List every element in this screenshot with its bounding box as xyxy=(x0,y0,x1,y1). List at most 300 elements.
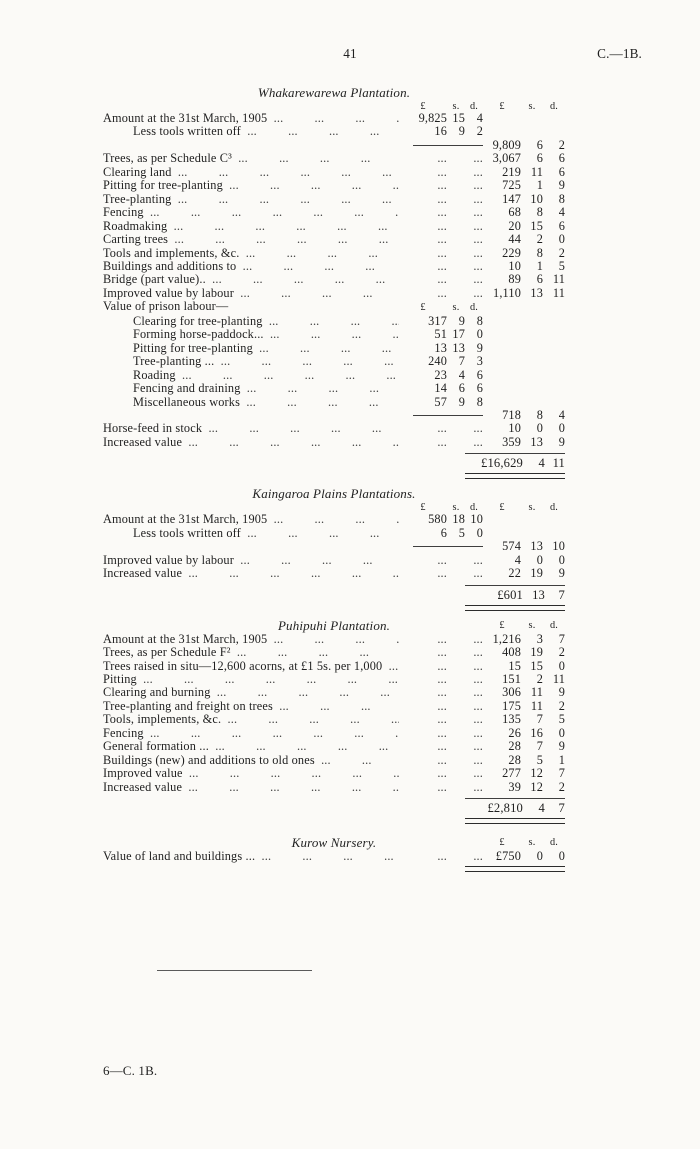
amount-cell: 5 xyxy=(558,258,565,273)
table-row xyxy=(103,740,565,753)
table-row xyxy=(103,287,565,300)
dot-leader xyxy=(236,260,399,273)
table-row xyxy=(103,673,565,686)
table-row xyxy=(103,396,565,409)
double-rule xyxy=(465,605,565,611)
table-row xyxy=(103,355,565,368)
dot-leader xyxy=(209,740,399,753)
currency-header: £ xyxy=(499,502,505,514)
currency-header: d. xyxy=(469,502,479,514)
amount-cell xyxy=(465,287,483,300)
amount-cell xyxy=(399,633,447,646)
amount-cell xyxy=(399,781,447,794)
amount-cell: 229 xyxy=(502,245,521,260)
table-row xyxy=(103,633,565,646)
amount-cell xyxy=(465,740,483,753)
dot-leader xyxy=(144,727,399,740)
amount-cell: 5 xyxy=(558,712,565,727)
sum-rule-cell xyxy=(399,546,483,547)
amount-cell: 9 xyxy=(558,178,565,193)
dot-leader xyxy=(223,179,399,192)
plantation-section xyxy=(103,836,565,872)
amount-cell xyxy=(465,166,483,179)
table-row xyxy=(103,273,565,286)
currency-header: d. xyxy=(549,619,559,631)
page-number: 41 xyxy=(343,46,357,61)
amount-cell: 8 xyxy=(476,313,483,328)
table-row xyxy=(103,382,565,395)
amount-cell xyxy=(465,850,483,863)
amount-cell: 18 xyxy=(452,512,465,527)
row-label: Tree-planting xyxy=(103,191,172,206)
amount-cell: 9 xyxy=(558,434,565,449)
dot-leader xyxy=(214,355,399,368)
amount-cell: 7 xyxy=(558,766,565,781)
dot-leader xyxy=(315,754,399,767)
table-row xyxy=(103,247,565,260)
table-row xyxy=(103,369,565,382)
amount-cell xyxy=(465,646,483,659)
section-title: Puhipuhi Plantation. xyxy=(277,617,391,633)
section-title: Whakarewarewa Plantation. xyxy=(257,85,411,100)
amount-cell xyxy=(399,646,447,659)
doc-reference: C.—1B. xyxy=(597,46,642,61)
amount-cell xyxy=(465,727,483,740)
sum-rule-cell xyxy=(399,145,483,146)
amount-cell: 9 xyxy=(558,685,565,700)
dot-leader xyxy=(206,273,399,286)
amount-cell xyxy=(399,713,447,726)
amount-cell: 11 xyxy=(552,671,565,686)
amount-cell: 135 xyxy=(502,712,521,727)
amount-cell: 7 xyxy=(458,354,465,369)
currency-header: s. xyxy=(452,502,460,514)
amount-cell: 317 xyxy=(428,313,447,328)
section-title-row xyxy=(103,619,565,633)
row-label: Clearing and burning xyxy=(103,685,211,700)
amount-cell: 1,110 xyxy=(493,285,521,300)
amount-cell xyxy=(465,567,483,580)
amount-cell: 3 xyxy=(536,631,543,646)
total-amount: £16,629 xyxy=(481,456,523,471)
amount-cell: 15 xyxy=(452,111,465,125)
amount-cell xyxy=(399,754,447,767)
amount-cell: 19 xyxy=(530,566,543,581)
amount-cell: 306 xyxy=(502,685,521,700)
amount-cell xyxy=(465,206,483,219)
row-label: Improved value by labour xyxy=(103,285,234,300)
page-header xyxy=(0,0,700,64)
amount-cell: 1 xyxy=(558,752,565,767)
dot-leader xyxy=(267,112,399,125)
double-rule xyxy=(465,818,565,824)
dot-leader xyxy=(241,125,399,138)
row-label: Forming horse-paddock... xyxy=(133,327,264,342)
amount-cell: 0 xyxy=(476,525,483,540)
section-total xyxy=(465,453,565,479)
table-row xyxy=(103,660,565,673)
section-total xyxy=(465,798,565,824)
table-row xyxy=(103,700,565,713)
amount-cell xyxy=(465,554,483,567)
amount-cell: 6 xyxy=(536,272,543,287)
currency-header: £ xyxy=(499,101,505,112)
dot-leader xyxy=(264,328,399,341)
table-row xyxy=(103,139,565,152)
amount-cell xyxy=(399,152,447,165)
amount-cell: 408 xyxy=(502,645,521,660)
amount-cell: 6 xyxy=(558,164,565,179)
plantation-section xyxy=(103,487,565,610)
dot-leader xyxy=(263,315,399,328)
amount-cell: 11 xyxy=(530,698,543,713)
row-label: Tree-planting ... xyxy=(133,354,215,369)
amount-cell: 57 xyxy=(434,394,447,409)
table-row xyxy=(103,152,565,165)
amount-cell: 19 xyxy=(530,645,543,660)
row-label: Tree-planting and freight on trees xyxy=(103,698,273,713)
dot-leader xyxy=(221,713,399,726)
amount-cell: 4 xyxy=(458,367,465,382)
amount-cell: 28 xyxy=(508,752,521,767)
table-row xyxy=(103,436,565,449)
dot-leader xyxy=(273,700,399,713)
row-label: Less tools written off xyxy=(133,525,241,540)
dot-leader xyxy=(239,247,399,260)
amount-cell: 9,809 xyxy=(492,137,521,152)
amount-cell: 10 xyxy=(530,191,543,206)
amount-cell: 9 xyxy=(458,313,465,328)
amount-cell: 6 xyxy=(440,525,447,540)
currency-header: £ xyxy=(420,302,426,314)
table-row xyxy=(103,166,565,179)
currency-header: £ xyxy=(499,619,505,631)
amount-cell xyxy=(399,700,447,713)
table-row xyxy=(103,713,565,726)
table-row xyxy=(103,781,565,794)
amount-cell xyxy=(399,206,447,219)
amount-cell: 175 xyxy=(502,698,521,713)
currency-header: s. xyxy=(452,302,460,314)
amount-cell: 11 xyxy=(530,685,543,700)
amount-cell: 13 xyxy=(530,539,543,554)
amount-cell: 0 xyxy=(536,552,543,567)
section-total xyxy=(465,585,565,611)
sum-rule xyxy=(413,546,483,547)
dot-leader xyxy=(211,686,400,699)
amount-cell: 6 xyxy=(458,381,465,396)
amount-cell: 2 xyxy=(558,645,565,660)
amount-cell: 68 xyxy=(508,205,521,220)
amount-cell: 147 xyxy=(502,191,521,206)
amount-cell: 4 xyxy=(476,111,483,125)
amount-cell: 0 xyxy=(558,421,565,436)
dot-leader xyxy=(167,220,399,233)
table-row xyxy=(103,554,565,567)
amount-cell: 6 xyxy=(476,381,483,396)
amount-cell: 718 xyxy=(502,407,521,422)
amount-cell: 4 xyxy=(558,205,565,220)
table-row xyxy=(103,233,565,246)
currency-header: £ xyxy=(420,101,426,112)
dot-leader xyxy=(232,152,399,165)
currency-header: d. xyxy=(549,101,559,112)
amount-cell: 51 xyxy=(434,327,447,342)
table-row xyxy=(103,767,565,780)
amount-cell: 151 xyxy=(502,671,521,686)
row-label: Carting trees xyxy=(103,232,169,247)
dot-leader xyxy=(255,850,399,863)
dot-leader xyxy=(176,369,399,382)
double-rule xyxy=(465,866,565,872)
currency-header-group xyxy=(483,836,565,850)
dot-leader xyxy=(240,396,399,409)
amount-cell: 6 xyxy=(536,151,543,166)
currency-header: d. xyxy=(469,302,479,314)
amount-cell xyxy=(465,179,483,192)
row-label: Roadmaking xyxy=(103,218,168,233)
amount-cell: 3,067 xyxy=(492,151,521,166)
amount-cell xyxy=(399,673,447,686)
amount-cell xyxy=(465,713,483,726)
dot-leader xyxy=(144,206,399,219)
row-label: Buildings (new) and additions to old ones xyxy=(103,752,315,767)
amount-cell: 9 xyxy=(458,394,465,409)
table-row xyxy=(103,727,565,740)
amount-cell: 20 xyxy=(508,218,521,233)
currency-header: s. xyxy=(452,101,460,112)
row-label: Increased value xyxy=(103,434,183,449)
table-row xyxy=(103,422,565,435)
amount-cell: 16 xyxy=(434,124,447,139)
amount-cell xyxy=(399,850,447,863)
row-label: Amount at the 31st March, 1905 xyxy=(103,512,268,527)
dot-leader xyxy=(231,646,399,659)
amount-cell: 2 xyxy=(558,779,565,794)
amount-cell: 10 xyxy=(508,258,521,273)
amount-cell: 22 xyxy=(508,566,521,581)
amount-cell xyxy=(465,660,483,673)
total-row xyxy=(465,588,565,603)
dot-leader xyxy=(168,233,399,246)
amount-cell: 2 xyxy=(558,698,565,713)
row-label: Buildings and additions to xyxy=(103,258,237,273)
row-label: Bridge (part value).. xyxy=(103,272,206,287)
row-label: Amount at the 31st March, 1905 xyxy=(103,111,268,125)
amount-cell: 13 xyxy=(434,340,447,355)
amount-cell xyxy=(399,727,447,740)
table-row xyxy=(103,527,565,540)
dot-leader xyxy=(183,767,399,780)
row-label: Less tools written off xyxy=(133,124,241,139)
row-label: Horse-feed in stock xyxy=(103,421,203,436)
amount-cell: 7 xyxy=(536,739,543,754)
amount-cell xyxy=(399,287,447,300)
table-row xyxy=(103,112,565,125)
row-label: Trees, as per Schedule F² xyxy=(103,645,231,660)
amount-cell xyxy=(465,700,483,713)
amount-cell: 23 xyxy=(434,367,447,382)
amount-cell xyxy=(399,220,447,233)
sum-rule xyxy=(413,415,483,416)
amount-cell: 13 xyxy=(530,434,543,449)
table-row xyxy=(103,342,565,355)
amount-cell: 240 xyxy=(428,354,447,369)
row-label: Pitting xyxy=(103,671,137,686)
currency-header: d. xyxy=(549,837,559,849)
amount-cell xyxy=(399,436,447,449)
amount-cell: 11 xyxy=(552,285,565,300)
total-amount: 11 xyxy=(552,456,565,471)
amount-cell: 0 xyxy=(476,327,483,342)
amount-cell xyxy=(399,179,447,192)
amount-cell xyxy=(465,247,483,260)
section-title: Kurow Nursery. xyxy=(291,835,377,851)
amount-cell xyxy=(465,673,483,686)
dot-leader xyxy=(253,342,399,355)
row-label: Pitting for tree-planting xyxy=(133,340,253,355)
total-amount: 7 xyxy=(558,587,565,602)
amount-cell: 9 xyxy=(558,566,565,581)
table-row xyxy=(103,754,565,767)
amount-cell: 359 xyxy=(502,434,521,449)
plantation-section xyxy=(103,86,565,479)
amount-cell: 2 xyxy=(536,671,543,686)
currency-header: d. xyxy=(469,101,479,112)
amount-cell xyxy=(465,633,483,646)
amount-cell: 725 xyxy=(502,178,521,193)
table-row xyxy=(103,315,565,328)
row-label: General formation ... xyxy=(103,739,209,754)
amount-cell xyxy=(465,260,483,273)
amount-cell xyxy=(399,273,447,286)
sum-rule-cell xyxy=(399,415,483,416)
row-label: Amount at the 31st March, 1905 xyxy=(103,631,268,646)
total-amount: £601 xyxy=(497,587,523,602)
amount-cell: 0 xyxy=(536,849,543,864)
amount-cell: 6 xyxy=(476,367,483,382)
row-label: Value of land and buildings ... xyxy=(103,849,256,864)
table-row xyxy=(103,646,565,659)
amount-cell xyxy=(465,781,483,794)
amount-cell xyxy=(465,686,483,699)
amount-cell: 39 xyxy=(508,779,521,794)
total-rule xyxy=(465,453,565,454)
amount-cell xyxy=(465,152,483,165)
dot-leader xyxy=(267,633,399,646)
row-label: Increased value xyxy=(103,779,183,794)
amount-cell: 8 xyxy=(558,191,565,206)
amount-cell xyxy=(399,193,447,206)
amount-cell xyxy=(399,686,447,699)
amount-cell xyxy=(399,166,447,179)
amount-cell: 11 xyxy=(552,272,565,287)
currency-header: s. xyxy=(528,837,536,849)
amount-cell: 10 xyxy=(470,512,483,527)
amount-cell: 11 xyxy=(530,164,543,179)
amount-cell: 9 xyxy=(476,340,483,355)
amount-cell xyxy=(399,767,447,780)
amount-cell: 3 xyxy=(476,354,483,369)
currency-header: s. xyxy=(528,502,536,514)
row-label: Increased value xyxy=(103,566,183,581)
amount-cell: 8 xyxy=(476,394,483,409)
dot-leader xyxy=(182,436,399,449)
ledger-content xyxy=(0,86,700,872)
dot-leader xyxy=(267,513,399,526)
amount-cell: 17 xyxy=(452,327,465,342)
row-label: Fencing xyxy=(103,725,144,740)
amount-cell xyxy=(465,754,483,767)
row-label: Fencing xyxy=(103,205,144,220)
amount-cell: 9 xyxy=(558,739,565,754)
currency-header: £ xyxy=(499,837,505,849)
row-label: Roading xyxy=(133,367,176,382)
dot-leader xyxy=(202,422,399,435)
amount-cell: 10 xyxy=(508,421,521,436)
total-amount: 13 xyxy=(532,587,545,602)
row-label: Tools, implements, &c. xyxy=(103,712,222,727)
row-label: Trees raised in situ—12,600 acorns, at £1 5s. per 1,000 xyxy=(103,658,383,673)
dot-leader xyxy=(172,166,399,179)
separator-rule xyxy=(157,970,312,971)
amount-cell: 8 xyxy=(536,245,543,260)
dot-leader xyxy=(241,527,399,540)
amount-cell: 16 xyxy=(530,725,543,740)
row-label: Improved value by labour xyxy=(103,552,234,567)
amount-cell xyxy=(399,233,447,246)
amount-cell: 2 xyxy=(476,124,483,139)
table-row xyxy=(103,193,565,206)
amount-cell: 26 xyxy=(508,725,521,740)
table-row xyxy=(103,179,565,192)
table-row xyxy=(103,409,565,422)
currency-header-group xyxy=(483,619,565,633)
dot-leader xyxy=(182,567,399,580)
amount-cell xyxy=(399,660,447,673)
amount-cell: 2 xyxy=(558,245,565,260)
total-rule xyxy=(465,798,565,799)
section-title-row xyxy=(103,836,565,850)
row-label: Clearing for tree-planting xyxy=(133,313,263,328)
amount-cell xyxy=(399,260,447,273)
row-label: Clearing land xyxy=(103,164,172,179)
amount-cell: 0 xyxy=(558,849,565,864)
amount-cell: 7 xyxy=(558,631,565,646)
dot-leader xyxy=(182,781,399,794)
currency-header: £ xyxy=(420,502,426,514)
amount-cell: 0 xyxy=(558,658,565,673)
amount-cell xyxy=(465,273,483,286)
amount-cell: 10 xyxy=(552,539,565,554)
dot-leader xyxy=(234,554,399,567)
amount-cell: 28 xyxy=(508,739,521,754)
table-row xyxy=(103,567,565,580)
currency-header: s. xyxy=(528,101,536,112)
amount-cell: 44 xyxy=(508,232,521,247)
plantation-section xyxy=(103,619,565,824)
table-row xyxy=(103,260,565,273)
amount-cell: 0 xyxy=(536,421,543,436)
amount-cell: 8 xyxy=(536,205,543,220)
total-amount: 4 xyxy=(538,801,545,816)
row-label: Pitting for tree-planting xyxy=(103,178,223,193)
table-row xyxy=(103,328,565,341)
table-row xyxy=(103,300,565,314)
total-amount: 4 xyxy=(538,456,545,471)
row-label: Miscellaneous works xyxy=(133,394,241,409)
dot-leader xyxy=(137,673,399,686)
